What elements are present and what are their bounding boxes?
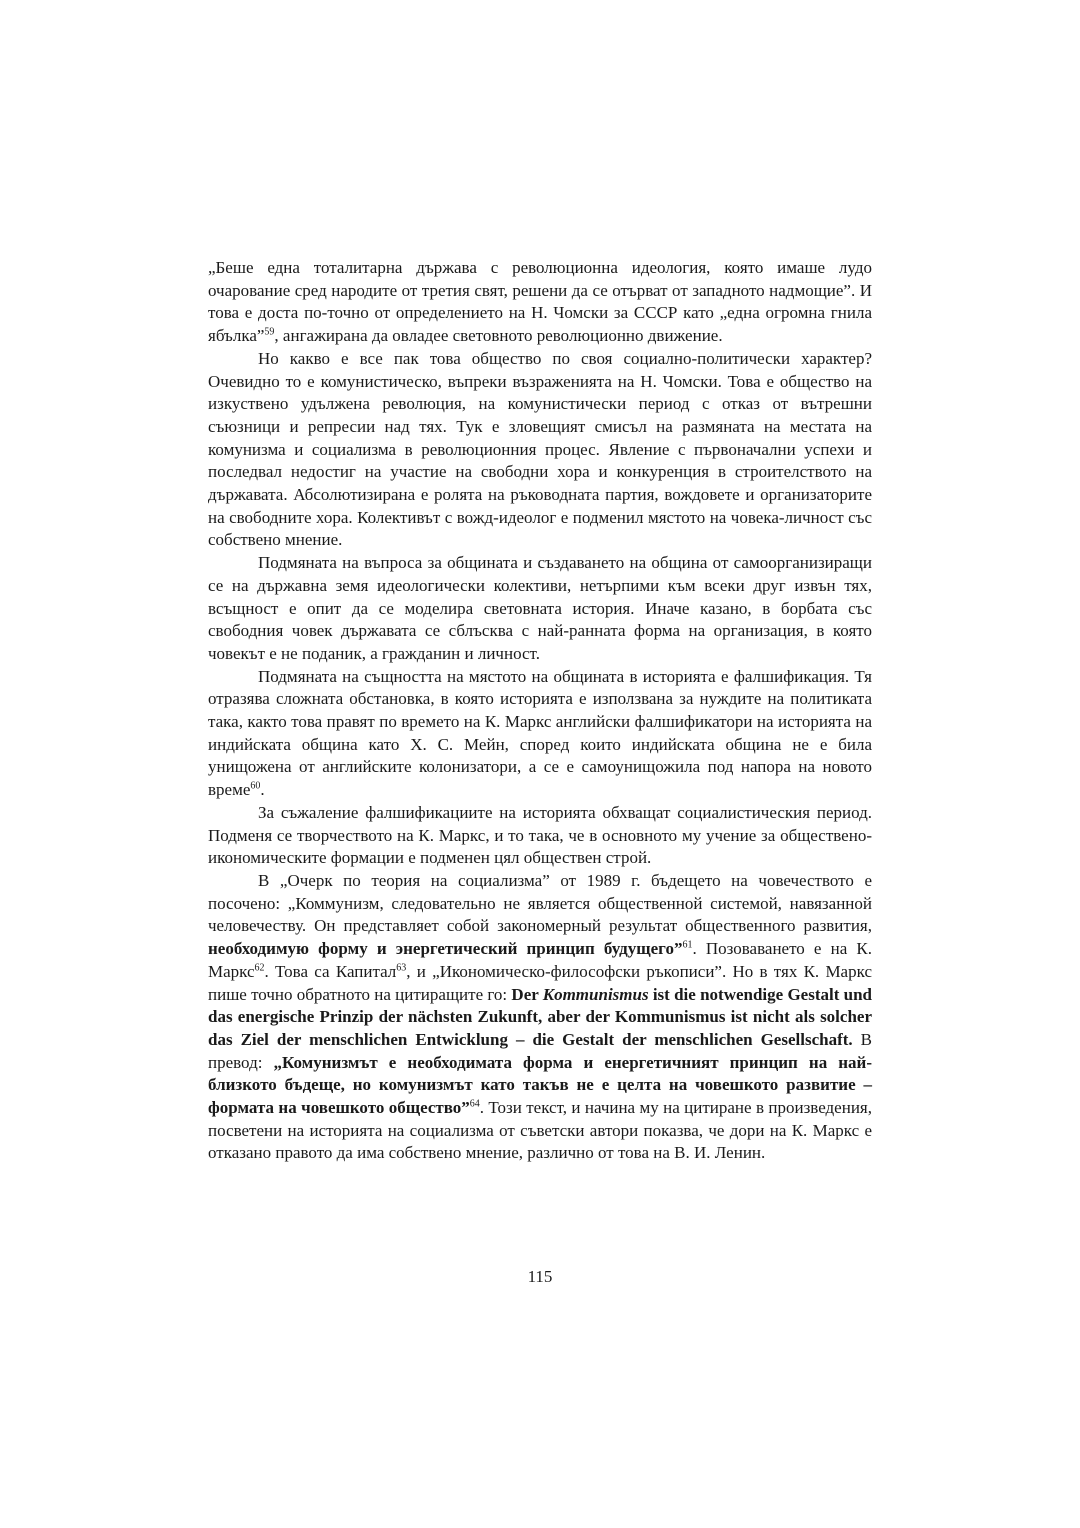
text-run: . xyxy=(260,780,265,800)
bold-text: необходимую форму и энергетический принцип будущего” xyxy=(208,939,683,959)
page-number: 115 xyxy=(527,1267,553,1286)
paragraph xyxy=(208,552,872,666)
bold-text xyxy=(543,985,649,1004)
bold-text: ist die notwendige Gestalt und das energische Prinzip der nächsten Zukunft, aber der Kommunismus ist nicht als solcher das Ziel der menschlichen Entwicklung – die Gestalt der menschlichen Gesellschaft. xyxy=(208,984,873,1049)
bold-text: „Комунизмът е необходимата форма и енергетичният принцип на най-близкото бъдеще, но комунизмът като такъв не е целта на човешкото развитие – формата на човешкото общество” xyxy=(208,1052,873,1118)
bold-text: Der xyxy=(511,984,543,1004)
emphasis-text: Kommunismus xyxy=(542,984,649,1004)
footnote-ref: 63 xyxy=(396,962,407,974)
footnote-ref: 62 xyxy=(254,962,265,974)
text-run: . Позоваването е на К. Маркс xyxy=(208,939,872,981)
paragraph xyxy=(208,257,872,348)
paragraph xyxy=(208,870,872,1165)
text-run: . Този текст, и начина му на цитиране в произведения, посветени на историята на социализма от съветски автори показва, че дори на К. Маркс е отказано правото да има собствено мнение, различно от това на В. И. Ленин. xyxy=(208,1098,872,1163)
footnote-ref: 64 xyxy=(469,1098,480,1110)
footnote-ref: 61 xyxy=(682,939,693,951)
text-run: Но какво е все пак това общество по своя социално-политически характер? Очевидно то е комунистическо, въпреки възраженията на Н. Чомски. Това е общество на изкуствено удължена революция, на комунистически период с отказ от вътрешни съюзници и репресии над тях. Тук е зловещият смисъл на размяната на местата на комунизма и социализма в революционния процес. Явление с първоначални успехи и последвал недостиг на участие на свободни хора и конкуренция в строителството на държавата. Абсолютизирана е ролята на ръководната партия, вождовете и организаторите на свободните хора. Колективът с вожд-идеолог е подменил мястото на човека-личност със собствено мнение. xyxy=(208,348,872,550)
paragraph xyxy=(208,666,872,802)
footnote-ref: 59 xyxy=(264,326,275,338)
text-run: . Това са Капитал xyxy=(264,961,397,981)
footnote-ref: 60 xyxy=(250,780,261,792)
paragraph xyxy=(208,348,872,552)
text-run: Подмяната на въпроса за общината и създаването на община от самоорганизиращи се на държавна земя идеологически колективи, нетърпими към всеки друг извън тях, всъщност е опит да се моделира световната история. Иначе казано, в борбата със свободния човек държавата се сблъсква с най-ранната форма на организация, в която човекът е не поданик, а гражданин и личност. xyxy=(208,553,872,663)
text-run: В превод: xyxy=(208,1029,872,1072)
text-run: , ангажирана да овладее световното революционно движение. xyxy=(274,326,723,346)
text-run: В „Очерк по теория на социализма” от 1989 г. бъдещето на човечеството е посочено: „Коммунизм, следовательно не является общественной системой, навязанной человечеству. Он представляет собой закономерный результат общественного развития, xyxy=(208,870,872,936)
text-run: , и „Икономическо-философски ръкописи”. Но в тях К. Маркс пише точно обратното на цитиращите го: xyxy=(208,961,872,1004)
body-text xyxy=(208,257,872,1165)
text-run: За съжаление фалшификациите на историята обхващат социалистическия период. Подменя се творчеството на К. Маркс, и то така, че в основното му учение за обществено-икономическите формации е подменен цял обществен строй. xyxy=(208,802,872,868)
text-run: Подмяната на същността на мястото на общината в историята е фалшификация. Тя отразява сложната обстановка, в която историята е използвана за нуждите на политиката така, както това правят по времето на К. Маркс английски фалшификатори на историята на индийската община като Х. С. Мейн, според които индийската община не е била унищожена от английските колонизатори, а се е самоунищожила под напора на новото време xyxy=(208,666,872,800)
text-run: „Беше една тоталитарна държава с революционна идеология, която имаше лудо очарование сред народите от третия свят, решени да се отърват от западното надмощие”. И това е доста по-точно от определението на Н. Чомски за СССР като „една огромна гнила ябълка” xyxy=(208,258,872,346)
paragraph xyxy=(208,802,872,870)
